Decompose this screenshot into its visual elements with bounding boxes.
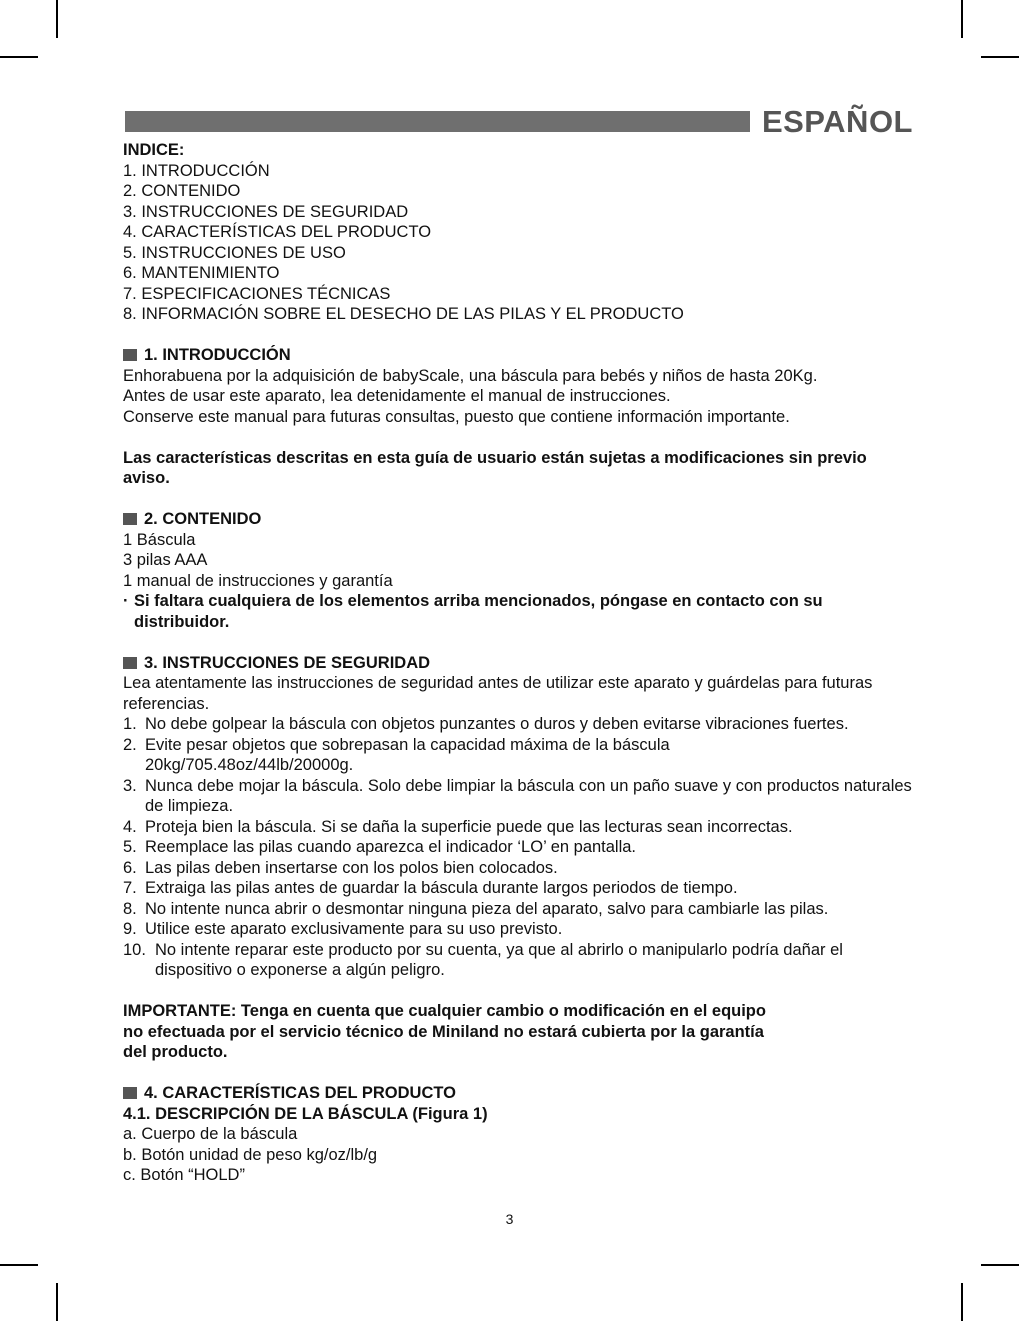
section-heading-features: 4. CARACTERÍSTICAS DEL PRODUCTO [123, 1083, 913, 1104]
important-note-line: del producto. [123, 1043, 228, 1061]
intro-line: Antes de usar este aparato, lea detenidamente el manual de instrucciones. [123, 387, 671, 405]
crop-mark [961, 1283, 963, 1321]
safety-item: 5. Reemplace las pilas cuando aparezca el indicador ‘LO’ en pantalla. [123, 838, 637, 856]
section-heading-contents: 2. CONTENIDO [123, 509, 913, 530]
features-subheading: 4.1. DESCRIPCIÓN DE LA BÁSCULA (Figura 1) [123, 1104, 488, 1123]
contents-line: 1 Báscula [123, 530, 196, 549]
intro-line: Enhorabuena por la adquisición de babyScale, una báscula para bebés y niños de hasta 20Kg. [123, 366, 818, 385]
safety-item: 8. No intente nunca abrir o desmontar ninguna pieza del aparato, salvo para cambiarle las pilas. [123, 899, 829, 918]
index-item: 2. CONTENIDO [123, 182, 241, 200]
section-heading-safety: 3. INSTRUCCIONES DE SEGURIDAD [123, 653, 913, 674]
index-item: 5. INSTRUCCIONES DE USO [123, 243, 346, 262]
square-bullet-icon [123, 513, 137, 525]
safety-item: 3. Nunca debe mojar la báscula. Solo debe limpiar la báscula con un paño suave y con productos naturales de limpieza. [123, 776, 912, 815]
crop-mark [961, 0, 963, 38]
crop-mark [0, 56, 38, 58]
contents-note: · Si faltara cualquiera de los elementos arriba mencionados, póngase en contacto con su distribuidor. [123, 592, 823, 631]
safety-item: 9. Utilice este aparato exclusivamente para su uso previsto. [123, 920, 563, 938]
index-item: 3. INSTRUCCIONES DE SEGURIDAD [123, 202, 409, 221]
modification-notice: Las características descritas en esta guía de usuario están sujetas a modificaciones sin previo aviso. [123, 448, 867, 487]
crop-mark [56, 0, 58, 38]
safety-item: 2. Evite pesar objetos que sobrepasan la capacidad máxima de la báscula 20kg/705.48oz/44lb/20000g. [123, 735, 670, 774]
square-bullet-icon [123, 349, 137, 361]
square-bullet-icon [123, 1087, 137, 1099]
features-item: c. Botón “HOLD” [123, 1166, 245, 1184]
safety-intro: Lea atentamente las instrucciones de seguridad antes de utilizar este aparato y guárdelas para futuras referencias. [123, 674, 873, 713]
page-number: 3 [505, 1211, 514, 1227]
page-content [123, 104, 913, 1186]
safety-item: 10. No intente reparar este producto por su cuenta, ya que al abrirlo o manipularlo podría dañar el dispositivo o exponerse a algún peligro. [123, 940, 843, 979]
intro-line: Conserve este manual para futuras consultas, puesto que contiene información importante. [123, 407, 790, 426]
crop-mark [981, 56, 1019, 58]
crop-mark [981, 1264, 1019, 1266]
important-note-line: IMPORTANTE: Tenga en cuenta que cualquier cambio o modificación en el equipo [123, 1002, 766, 1020]
safety-item: 4. Proteja bien la báscula. Si se daña la superficie puede que las lecturas sean incorrectas. [123, 817, 793, 836]
language-header [123, 104, 913, 140]
important-note-line: no efectuada por el servicio técnico de Miniland no estará cubierta por la garantía [123, 1022, 764, 1041]
language-label: ESPAÑOL [761, 104, 913, 139]
index-item: 6. MANTENIMIENTO [123, 264, 280, 282]
crop-mark [0, 1264, 38, 1266]
contents-line: 3 pilas AAA [123, 551, 208, 569]
safety-item: 7. Extraiga las pilas antes de guardar la báscula durante largos periodos de tiempo. [123, 879, 738, 897]
safety-item: 6. Las pilas deben insertarse con los polos bien colocados. [123, 858, 558, 877]
index-item: 8. INFORMACIÓN SOBRE EL DESECHO DE LAS PILAS Y EL PRODUCTO [123, 305, 684, 323]
index-title: INDICE: [123, 141, 185, 159]
features-item: a. Cuerpo de la báscula [123, 1125, 298, 1143]
safety-item: 1. No debe golpear la báscula con objetos punzantes o duros y deben evitarse vibraciones fuertes. [123, 715, 849, 733]
header-bar [125, 111, 750, 132]
index-item: 1. INTRODUCCIÓN [123, 161, 270, 180]
features-item: b. Botón unidad de peso kg/oz/lb/g [123, 1145, 378, 1164]
crop-mark [56, 1283, 58, 1321]
square-bullet-icon [123, 657, 137, 669]
index-item: 7. ESPECIFICACIONES TÉCNICAS [123, 284, 391, 303]
contents-line: 1 manual de instrucciones y garantía [123, 571, 393, 590]
section-heading-intro: 1. INTRODUCCIÓN [123, 345, 913, 366]
index-item: 4. CARACTERÍSTICAS DEL PRODUCTO [123, 223, 432, 241]
